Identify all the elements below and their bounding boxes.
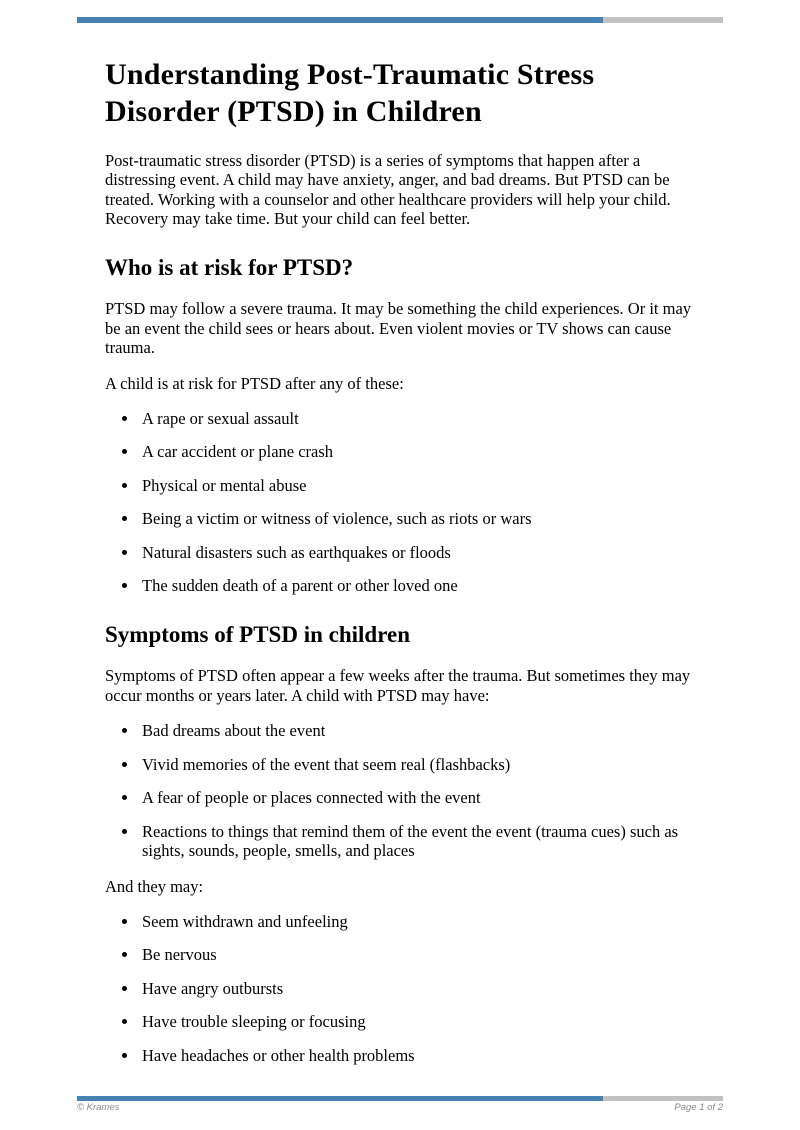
page-title: Understanding Post-Traumatic Stress Disorder (PTSD) in Children <box>105 58 595 128</box>
footer-page-number: Page 1 of 2 <box>674 1102 723 1113</box>
footer <box>77 1102 723 1113</box>
symptoms-list <box>105 721 699 860</box>
behaviors-list <box>105 912 699 1065</box>
risk-list-intro: A child is at risk for PTSD after any of these: <box>105 373 404 393</box>
list-item: • Have trouble sleeping or focusing <box>139 1012 699 1031</box>
symptoms-section-heading: Symptoms of PTSD in children <box>105 621 411 647</box>
bottom-rule <box>77 1096 723 1101</box>
bottom-rule-gray-segment <box>603 1096 723 1101</box>
list-item: • Vivid memories of the event that seem real (flashbacks) <box>139 755 699 774</box>
list-item: • A car accident or plane crash <box>139 442 699 461</box>
intro-paragraph: Post-traumatic stress disorder (PTSD) is a series of symptoms that happen after a distressing event. A child may have anxiety, anger, and bad dreams. But PTSD can be treated. Working with a counselor and other healthcare providers will help your child. Recovery may take time. But your child can feel better. <box>105 150 671 229</box>
list-item: • A rape or sexual assault <box>139 409 699 428</box>
list-item: • Have headaches or other health problems <box>139 1046 699 1065</box>
list-item: • Have angry outbursts <box>139 979 699 998</box>
list-item: • Being a victim or witness of violence, such as riots or wars <box>139 509 699 528</box>
symptoms-paragraph: Symptoms of PTSD often appear a few weeks after the trauma. But sometimes they may occur months or years later. A child with PTSD may have: <box>105 666 691 705</box>
list-item: • Reactions to things that remind them of the event the event (trauma cues) such as sights, sounds, people, smells, and places <box>139 822 699 861</box>
list-item: • A fear of people or places connected with the event <box>139 788 699 807</box>
footer-copyright: © Krames <box>77 1102 120 1113</box>
list-item: • Physical or mental abuse <box>139 476 699 495</box>
list-item: • Natural disasters such as earthquakes or floods <box>139 543 699 562</box>
document-content <box>105 0 699 1081</box>
risk-factors-list <box>105 409 699 596</box>
list-item: • The sudden death of a parent or other loved one <box>139 576 699 595</box>
list-item: • Be nervous <box>139 945 699 964</box>
risk-section-heading: Who is at risk for PTSD? <box>105 254 354 280</box>
risk-paragraph: PTSD may follow a severe trauma. It may be something the child experiences. Or it may be an event the child sees or hears about. Even violent movies or TV shows can cause trauma. <box>105 299 692 358</box>
bottom-rule-blue-segment <box>77 1096 603 1101</box>
behaviors-list-intro: And they may: <box>105 876 204 896</box>
list-item: • Seem withdrawn and unfeeling <box>139 912 699 931</box>
list-item: • Bad dreams about the event <box>139 721 699 740</box>
